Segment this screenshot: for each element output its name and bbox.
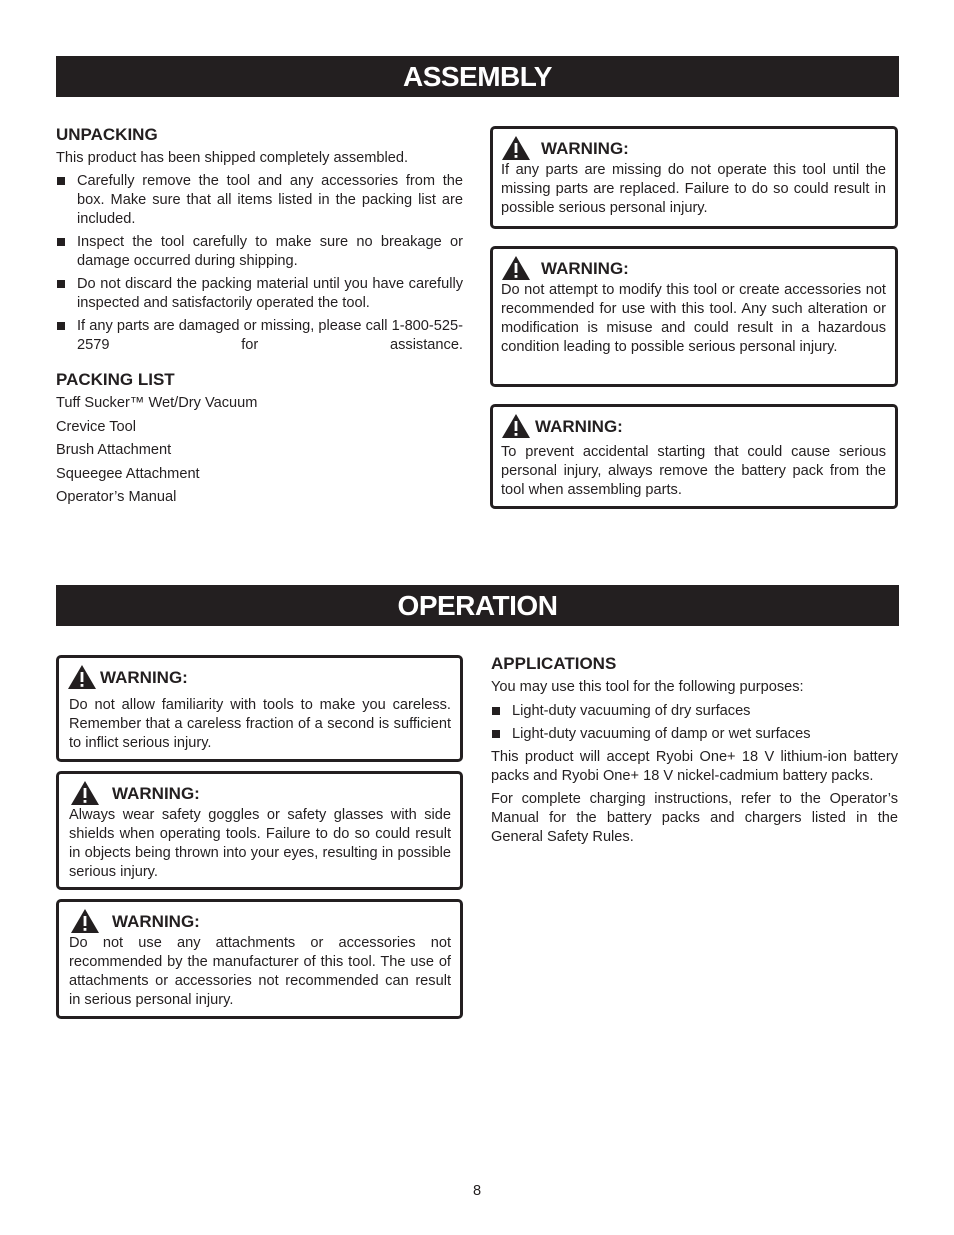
warning-label: WARNING: [541, 258, 629, 278]
packing-list-item: Brush Attachment [56, 442, 172, 458]
warning-header [501, 413, 886, 439]
operation-banner [56, 585, 899, 626]
bullet-square-icon [57, 322, 65, 330]
unpacking-bullet [56, 275, 463, 313]
applications-intro: You may use this tool for the following purposes: [491, 679, 804, 695]
packing-list-item: Crevice Tool [56, 418, 137, 435]
bullet-text: Light-duty vacuuming of dry surfaces [512, 703, 751, 719]
warning-text: If any parts are missing do not operate this tool until the missing parts are replaced. Failure to do so could result in possible serious personal injury. [501, 162, 886, 216]
bullet-text: Carefully remove the tool and any accessories from the box. Make sure that all items listed in the packing list are included. [77, 173, 463, 227]
packing-list-heading: PACKING LIST [56, 370, 175, 389]
warning-header [501, 255, 886, 281]
operation-title: OPERATION [397, 589, 558, 621]
warning-label: WARNING: [112, 911, 200, 931]
operation-warning-box [56, 771, 463, 890]
bullet-text: Inspect the tool carefully to make sure no breakage or damage occurred during shipping. [77, 234, 463, 269]
warning-triangle-icon [67, 664, 97, 690]
warning-label: WARNING: [112, 783, 200, 803]
bullet-square-icon [57, 238, 65, 246]
warning-header [501, 135, 886, 161]
assembly-title: ASSEMBLY [402, 60, 552, 92]
operation-warning-box [56, 655, 463, 762]
assembly-warning-box [490, 246, 898, 387]
warning-text: To prevent accidental starting that could cause serious personal injury, always remove the battery pack from the tool when assembling parts. [501, 444, 886, 498]
warning-label: WARNING: [535, 416, 623, 436]
assembly-left-column [56, 124, 463, 512]
warning-header [67, 908, 451, 934]
warning-triangle-icon [70, 908, 100, 934]
applications-section [491, 653, 898, 851]
warning-text: Do not use any attachments or accessories not recommended by the manufacturer of this tool. The use of attachments or accessories not recommended can result in serious personal injury. [69, 935, 451, 1008]
unpacking-bullet [56, 233, 463, 271]
assembly-warning-box [490, 126, 898, 229]
unpacking-intro: This product has been shipped completely assembled. [56, 150, 409, 166]
warning-triangle-icon [501, 413, 531, 439]
packing-list-item: Tuff Sucker™ Wet/Dry Vacuum [56, 395, 258, 411]
warning-label: WARNING: [541, 138, 629, 158]
unpacking-bullet [56, 317, 463, 355]
warning-triangle-icon [501, 255, 531, 281]
warning-triangle-icon [501, 135, 531, 161]
applications-paragraph: For complete charging instructions, refer to the Operator’s Manual for the battery packs and chargers listed in the General Safety Rules. [491, 791, 898, 845]
warning-header [67, 780, 451, 806]
unpacking-bullet-list [56, 172, 463, 355]
warning-text: Do not allow familiarity with tools to make you careless. Remember that a careless fraction of a second is sufficient to inflict serious injury. [69, 697, 451, 751]
packing-list-item: Squeegee Attachment [56, 465, 200, 482]
applications-bullet-list [491, 702, 898, 744]
warning-triangle-icon [70, 780, 100, 806]
assembly-warning-box [490, 404, 898, 509]
warning-header [67, 664, 451, 690]
unpacking-bullet [56, 172, 463, 229]
applications-paragraph: This product will accept Ryobi One+ 18 V lithium-ion battery packs and Ryobi One+ 18 V nickel-cadmium battery packs. [491, 749, 898, 784]
bullet-text: Do not discard the packing material until you have carefully inspected and satisfactorily operated the tool. [77, 276, 463, 311]
page-number: 8 [472, 1183, 482, 1199]
bullet-text: If any parts are damaged or missing, please call 1-800-525-2579 for assistance. [77, 318, 463, 353]
applications-bullet [491, 702, 898, 721]
bullet-square-icon [57, 177, 65, 185]
warning-text: Always wear safety goggles or safety glasses with side shields when operating tools. Failure to do so could result in objects being thrown into your eyes, resulting in possible serious injury. [69, 807, 451, 880]
operation-warning-box [56, 899, 463, 1019]
assembly-banner [56, 56, 899, 97]
bullet-square-icon [57, 280, 65, 288]
bullet-square-icon [492, 730, 500, 738]
warning-label: WARNING: [100, 667, 188, 687]
unpacking-heading: UNPACKING [56, 125, 158, 144]
packing-list-item: Operator’s Manual [56, 489, 177, 505]
bullet-square-icon [492, 707, 500, 715]
applications-bullet [491, 725, 898, 744]
warning-text: Do not attempt to modify this tool or create accessories not recommended for use with this tool. Any such alteration or modification is misuse and could result in a hazardous condition leading to possible serious personal injury. [501, 282, 886, 355]
applications-heading: APPLICATIONS [491, 654, 617, 673]
packing-list [56, 394, 463, 507]
bullet-text: Light-duty vacuuming of damp or wet surfaces [512, 726, 811, 742]
